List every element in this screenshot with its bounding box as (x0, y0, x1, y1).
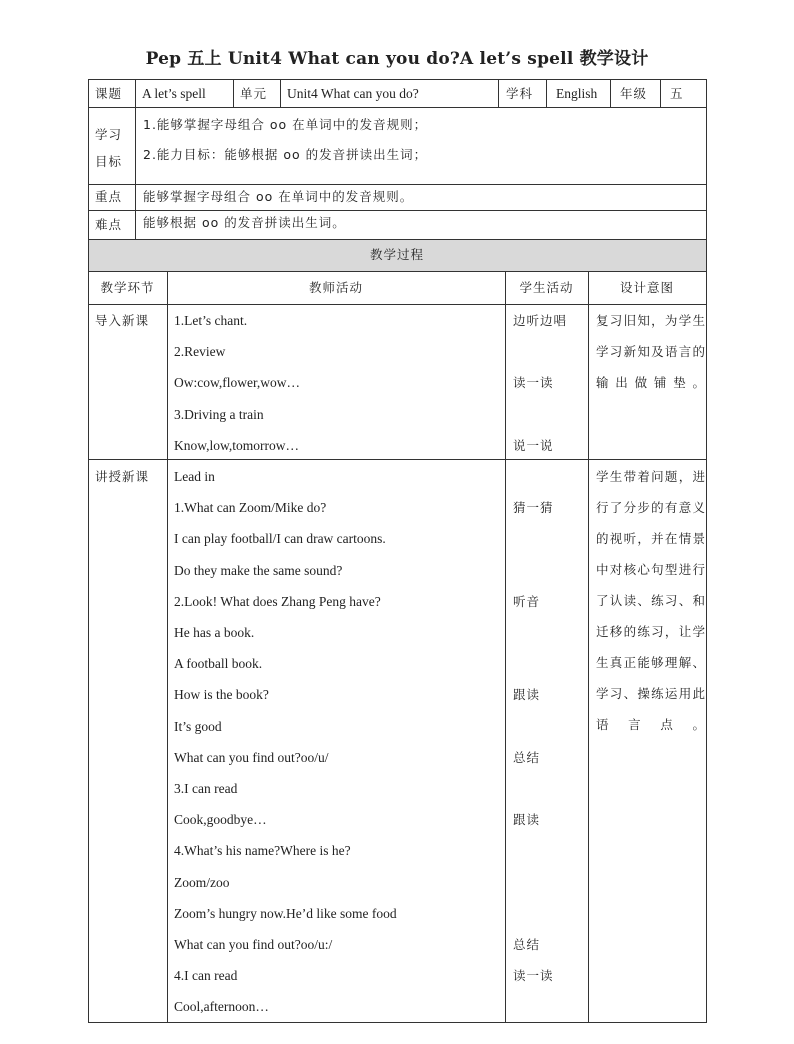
rule (88, 79, 89, 1023)
teacher-activity-line: Zoom’s hungry now.He’d like some food (174, 905, 397, 921)
rule (706, 79, 707, 1023)
col-student-header: 学生活动 (519, 280, 574, 295)
teacher-activity-line: Ow:cow,flower,wow… (174, 375, 301, 391)
rule (167, 271, 168, 1023)
teacher-activity-line: 1.What can Zoom/Mike do? (174, 500, 327, 516)
rule (610, 79, 611, 107)
rule (88, 239, 707, 240)
rule (88, 79, 707, 80)
teacher-activity-line: 1.Let’s chant. (174, 313, 248, 328)
student-activity-line: 边听边唱 (513, 313, 568, 328)
student-activity-line: 猜一猜 (513, 500, 554, 516)
teacher-activity-line: What can you find out?oo/u/ (174, 749, 329, 765)
difficulty-label: 难点 (95, 217, 123, 232)
objectives-label-line2: 目标 (95, 154, 123, 169)
teacher-activity-line: How is the book? (174, 687, 269, 703)
topic-value: A let’s spell (142, 86, 206, 101)
rule (88, 1022, 707, 1023)
new-lesson-stage: 讲授新课 (95, 469, 150, 484)
teacher-activity-line: 3.I can read (174, 781, 238, 796)
key-point-label: 重点 (95, 189, 123, 204)
student-activity-line: 总结 (513, 749, 541, 765)
teacher-activity-line: 4.What’s his name?Where is he? (174, 843, 351, 859)
key-point-text: 能够掌握字母组合 oo 在单词中的发音规则。 (143, 189, 414, 204)
rule (88, 459, 707, 460)
intro-intent: 复习旧知，为学生学习新知及语言的输出做铺垫。 (596, 313, 706, 390)
teacher-activity-line: It’s good (174, 718, 222, 734)
student-activity-line: 听音 (513, 593, 541, 609)
grade-label: 年级 (620, 86, 648, 101)
col-intent-header: 设计意图 (619, 280, 674, 295)
grade-value: 五 (670, 86, 684, 101)
teacher-activity-line: 2.Look! What does Zhang Peng have? (174, 593, 381, 609)
col-teacher-header: 教师活动 (308, 280, 363, 295)
teacher-activity-line: Know,low,tomorrow… (174, 437, 299, 453)
student-activity-line: 总结 (513, 937, 541, 952)
rule (88, 184, 707, 185)
teacher-activity-line: Cook,goodbye… (174, 812, 267, 828)
rule (233, 79, 234, 107)
teacher-activity-line: He has a book. (174, 625, 255, 640)
rule (546, 79, 547, 107)
rule (135, 107, 136, 239)
student-activity-line: 跟读 (513, 687, 541, 703)
topic-label: 课题 (95, 86, 123, 101)
rule (498, 79, 499, 107)
objective-line-1: 1.能够掌握字母组合 oo 在单词中的发音规则； (143, 117, 428, 132)
teacher-activity-line: 4.I can read (174, 968, 238, 984)
student-activity-line: 读一读 (513, 968, 554, 984)
teacher-activity-line: I can play football/I can draw cartoons. (174, 531, 386, 547)
subject-value: English (556, 86, 598, 101)
teacher-activity-line: Cool,afternoon… (174, 999, 269, 1015)
teacher-activity-line: Do they make the same sound? (174, 562, 343, 578)
process-header: 教学过程 (369, 247, 424, 262)
subject-label: 学科 (506, 86, 534, 101)
rule (88, 271, 707, 272)
unit-label: 单元 (240, 86, 268, 101)
rule (88, 210, 707, 211)
student-activity-line: 说一说 (513, 437, 554, 453)
unit-value: Unit4 What can you do? (287, 86, 419, 101)
col-stage-header: 教学环节 (100, 280, 155, 295)
difficulty-text: 能够根据 oo 的发音拼读出生词。 (143, 215, 346, 230)
student-activity-line: 读一读 (513, 375, 554, 391)
teacher-activity-line: What can you find out?oo/u:/ (174, 937, 333, 952)
rule (505, 271, 506, 1023)
objectives-label-line1: 学习 (95, 127, 123, 142)
new-lesson-intent: 学生带着问题，进行了分步的有意义的视听，并在情景中对核心句型进行了认读、练习、和迁移的练习，让学生真正能够理解、学习、操练运用此语言点。 (596, 469, 706, 732)
teacher-activity-line: 2.Review (174, 344, 226, 360)
teacher-activity-line: Lead in (174, 469, 215, 484)
objective-line-2: 2.能力目标：能够根据 oo 的发音拼读出生词； (143, 147, 428, 162)
teacher-activity-line: Zoom/zoo (174, 874, 230, 890)
intro-stage: 导入新课 (95, 313, 150, 328)
rule (588, 271, 589, 1023)
rule (660, 79, 661, 107)
rule (135, 79, 136, 107)
teacher-activity-line: A football book. (174, 656, 263, 672)
rule (280, 79, 281, 107)
rule (88, 107, 707, 108)
teacher-activity-line: 3.Driving a train (174, 406, 264, 422)
page-title: Pep 五上 Unit4 What can you do?A let’s spell 教学设计 (145, 49, 649, 69)
student-activity-line: 跟读 (513, 812, 541, 828)
